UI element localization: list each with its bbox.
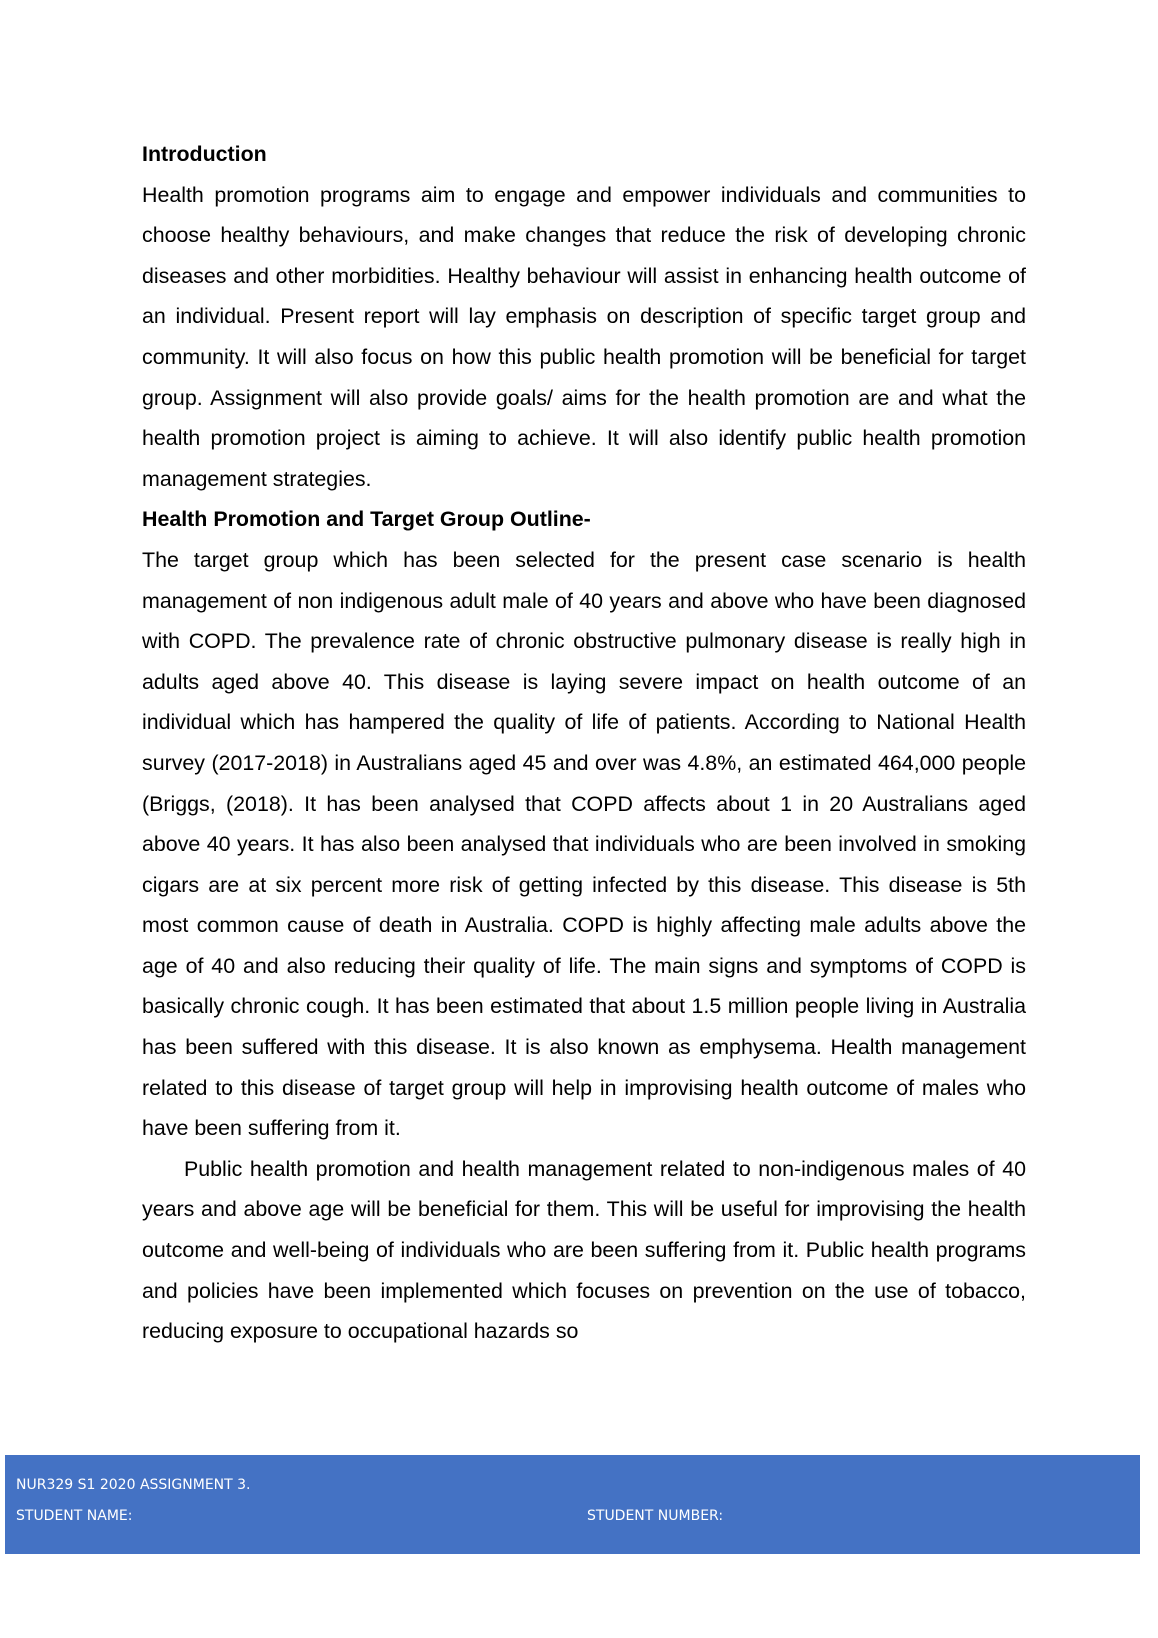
course-label: NUR329 S1 2020 ASSIGNMENT 3.: [16, 1477, 251, 1493]
outline-heading: Health Promotion and Target Group Outline-: [142, 507, 591, 532]
introduction-heading: Introduction: [142, 142, 267, 166]
student-number-label: STUDENT NUMBER:: [587, 1508, 724, 1524]
student-name-label: STUDENT NAME:: [16, 1508, 133, 1524]
introduction-paragraph: Health promotion programs aim to engage and empower individuals and communities to choose healthy behaviours, and make changes that reduce the risk of developing chronic diseases and other morbidities. Healthy behaviour will assist in enhancing health outcome of an individual. Present report will lay emphasis on description of specific target group and community. It will also focus on how this public health promotion will be beneficial for target group. Assignment will also provide goals/ aims for the health promotion are and what the health promotion project is aiming to achieve. It will also identify public health promotion management strategies.: [142, 182, 1026, 491]
outline-paragraph: The target group which has been selected for the present case scenario is health management of non indigenous adult male of 40 years and above who have been diagnosed with COPD. The prevalence rate of chronic obstructive pulmonary disease is really high in adults aged above 40. This disease is laying severe impact on health outcome of an individual which has hampered the quality of life of patients. According to National Health survey (2017-2018) in Australians aged 45 and over was 4.8%, an estimated 464,000 people (Briggs, (2018). It has been analysed that COPD affects about 1 in 20 Australians aged above 40 years. It has also been analysed that individuals who are been involved in smoking cigars are at six percent more risk of getting infected by this disease. This disease is 5th most common cause of death in Australia. COPD is highly affecting male adults above the age of 40 and also reducing their quality of life. The main signs and symptoms of COPD is basically chronic cough. It has been estimated that about 1.5 million people living in Australia has been suffered with this disease. It is also known as emphysema. Health management related to this disease of target group will help in improvising health outcome of males who have been suffering from it.: [142, 547, 1026, 1141]
document-body: [142, 134, 1026, 1352]
assignment-footer: [5, 1455, 1140, 1554]
benefit-paragraph: Public health promotion and health management related to non-indigenous males of 40 years and above age will be beneficial for them. This will be useful for improvising the health outcome and well-being of individuals who are been suffering from it. Public health programs and policies have been implemented which focuses on prevention on the use of tobacco, reducing exposure to occupational hazards so: [142, 1156, 1026, 1344]
